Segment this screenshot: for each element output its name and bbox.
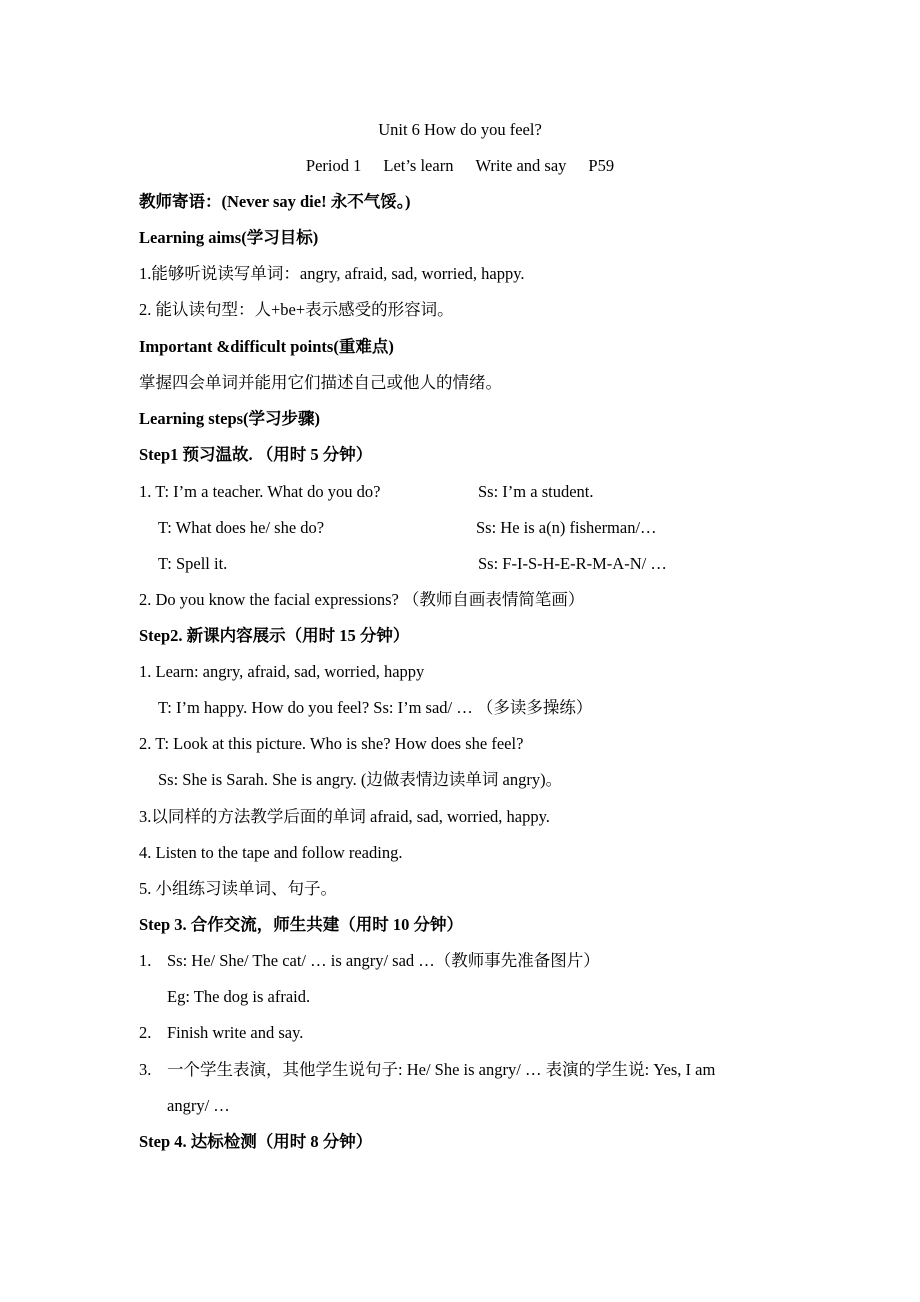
step3-item-number: 3. (139, 1060, 152, 1079)
step3-item-text: Eg: The dog is afraid. (167, 987, 311, 1006)
step1-dialog-student: Ss: F-I-S-H-E-R-M-A-N/ … (478, 554, 667, 573)
step3-item-number: 1. (139, 951, 152, 970)
step1-dialog-student: Ss: I’m a student. (478, 482, 594, 501)
points-heading: Important &difficult points(重难点) (139, 337, 394, 356)
step4-heading: Step 4. 达标检测（用时 8 分钟） (139, 1132, 373, 1151)
step2-heading: Step2. 新课内容展示（用时 15 分钟） (139, 626, 410, 645)
step1-dialog-teacher: T: Spell it. (158, 554, 228, 573)
aim-item: 2. 能认读句型：人+be+表示感受的形容词。 (139, 300, 454, 319)
step2-line: 3.以同样的方法教学后面的单词 afraid, sad, worried, happy. (139, 807, 550, 826)
step3-item-number: 2. (139, 1023, 152, 1042)
aim-item: 1.能够听说读写单词：angry, afraid, sad, worried, happy. (139, 264, 525, 283)
period-line (0, 156, 920, 176)
step1-dialog-student: Ss: He is a(n) fisherman/… (476, 518, 657, 537)
step1-heading: Step1 预习温故. （用时 5 分钟） (139, 445, 373, 464)
learning-steps-heading: Learning steps(学习步骤) (139, 409, 321, 428)
step3-item-text: angry/ … (167, 1096, 230, 1115)
step3-item-text: Finish write and say. (167, 1023, 304, 1042)
teacher-motto: 教师寄语：(Never say die! 永不气馁。) (139, 192, 411, 211)
period-page: P59 (588, 156, 615, 175)
period-lets-learn: Let’s learn (383, 156, 454, 175)
step1-item2: 2. Do you know the facial expressions? （教师自画表情简笔画） (139, 590, 585, 609)
step3-item-text: 一个学生表演，其他学生说句子: He/ She is angry/ … 表演的学生说: Yes, I am (167, 1060, 716, 1079)
period-write-and-say: Write and say (475, 156, 567, 175)
step3-heading: Step 3. 合作交流，师生共建（用时 10 分钟） (139, 915, 464, 934)
step2-line: Ss: She is Sarah. She is angry. (边做表情边读单词 angry)。 (158, 770, 563, 789)
step2-line: 1. Learn: angry, afraid, sad, worried, happy (139, 662, 425, 681)
step3-item-text: Ss: He/ She/ The cat/ … is angry/ sad …（教师事先准备图片） (167, 951, 600, 970)
step2-line: T: I’m happy. How do you feel? Ss: I’m sad/ … （多读多操练） (158, 698, 593, 717)
step1-dialog-teacher: T: What does he/ she do? (158, 518, 325, 537)
period-number: Period 1 (305, 156, 362, 175)
step2-line: 2. T: Look at this picture. Who is she? How does she feel? (139, 734, 524, 753)
page-title: Unit 6 How do you feel? (378, 120, 542, 139)
learning-aims-heading: Learning aims(学习目标) (139, 228, 319, 247)
points-text: 掌握四会单词并能用它们描述自己或他人的情绪。 (139, 373, 502, 392)
step2-line: 5. 小组练习读单词、句子。 (139, 879, 337, 898)
step2-line: 4. Listen to the tape and follow reading. (139, 843, 403, 862)
step1-dialog-teacher: 1. T: I’m a teacher. What do you do? (139, 482, 381, 501)
